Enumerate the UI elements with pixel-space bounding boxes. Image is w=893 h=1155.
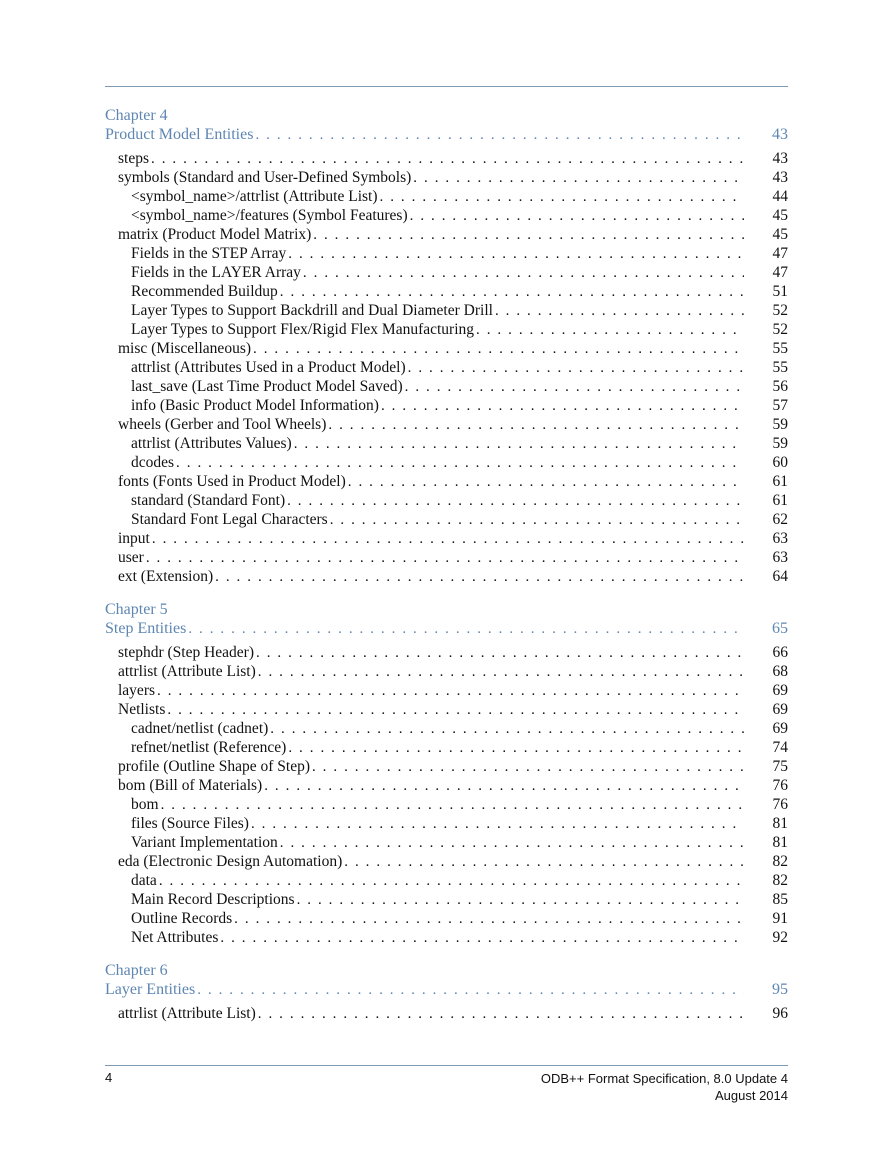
toc-entry-page-number: 59: [772, 416, 788, 433]
toc-entry-page-number: 61: [772, 473, 788, 490]
toc-entry-title: wheels (Gerber and Tool Wheels): [118, 416, 327, 433]
toc-entry-page-number: 45: [772, 207, 788, 224]
toc-entry[interactable]: [105, 890, 788, 909]
toc-entry[interactable]: [105, 700, 788, 719]
toc-entry[interactable]: [105, 358, 788, 377]
dot-leader: [253, 126, 744, 144]
toc-entry-title: Netlists: [118, 701, 166, 718]
toc-entry[interactable]: [105, 187, 788, 206]
toc-entry-title: info (Basic Product Model Information): [131, 397, 379, 414]
dot-leader: [150, 530, 744, 548]
toc-entry-title: user: [118, 549, 144, 566]
toc-entry-title: ext (Extension): [118, 568, 214, 585]
toc-entry-page-number: 60: [772, 454, 788, 471]
toc-entry-title: attrlist (Attribute List): [118, 663, 256, 680]
dot-leader: [149, 150, 744, 168]
toc-entry[interactable]: [105, 795, 788, 814]
dot-leader: [411, 169, 744, 187]
toc-entry-page-number: 55: [772, 340, 788, 357]
chapter-label: Chapter 4: [105, 107, 168, 124]
toc-entry-page-number: 68: [772, 663, 788, 680]
toc-entry[interactable]: [105, 719, 788, 738]
dot-leader: [268, 720, 744, 738]
toc-entry[interactable]: [105, 377, 788, 396]
dot-leader: [301, 264, 744, 282]
dot-leader: [474, 321, 744, 339]
toc-entry[interactable]: [105, 681, 788, 700]
toc-entry-title: attrlist (Attributes Used in a Product Model): [131, 359, 406, 376]
chapter-block: [105, 961, 788, 1023]
toc-entry-page-number: 82: [772, 853, 788, 870]
dot-leader: [493, 302, 744, 320]
toc-entry-page-number: 55: [772, 359, 788, 376]
toc-entry-title: <symbol_name>/attrlist (Attribute List): [131, 188, 378, 205]
toc-entry-title: fonts (Fonts Used in Product Model): [118, 473, 346, 490]
dot-leader: [408, 207, 744, 225]
chapter-title-link[interactable]: [105, 980, 788, 999]
toc-entry[interactable]: [105, 301, 788, 320]
dot-leader: [165, 701, 744, 719]
toc-entry-page-number: 74: [772, 739, 788, 756]
toc-entry-page-number: 69: [772, 701, 788, 718]
toc-entry-title: attrlist (Attributes Values): [131, 435, 292, 452]
toc-entry[interactable]: [105, 149, 788, 168]
toc-entry-page-number: 85: [772, 891, 788, 908]
toc-entry[interactable]: [105, 282, 788, 301]
toc-entry-page-number: 81: [772, 815, 788, 832]
toc-entry-title: standard (Standard Font): [131, 492, 286, 509]
toc-entry[interactable]: [105, 814, 788, 833]
dot-leader: [218, 929, 744, 947]
toc-entry-title: cadnet/netlist (cadnet): [131, 720, 269, 737]
toc-entry-page-number: 66: [772, 644, 788, 661]
toc-entry-page-number: 81: [772, 834, 788, 851]
toc-entry[interactable]: [105, 643, 788, 662]
dot-leader: [195, 981, 744, 999]
dot-leader: [378, 188, 744, 206]
toc-entry[interactable]: [105, 491, 788, 510]
toc-entry-title: files (Source Files): [131, 815, 249, 832]
toc-entry-title: matrix (Product Model Matrix): [118, 226, 312, 243]
dot-leader: [186, 620, 744, 638]
toc-entry[interactable]: [105, 567, 788, 586]
toc-entry-title: <symbol_name>/features (Symbol Features): [131, 207, 408, 224]
toc-entry-page-number: 92: [772, 929, 788, 946]
toc-entry-page-number: 52: [772, 321, 788, 338]
toc-entry-page-number: 47: [772, 264, 788, 281]
dot-leader: [403, 378, 744, 396]
toc-entry-page-number: 57: [772, 397, 788, 414]
dot-leader: [346, 473, 744, 491]
toc-entry[interactable]: [105, 472, 788, 491]
dot-leader: [292, 435, 744, 453]
dot-leader: [286, 245, 744, 263]
toc-entry-title: refnet/netlist (Reference): [131, 739, 287, 756]
footer-rule: [105, 1065, 788, 1066]
toc-entry-page-number: 47: [772, 245, 788, 262]
chapter-block: [105, 106, 788, 586]
toc-entry-title: attrlist (Attribute List): [118, 1005, 256, 1022]
dot-leader: [342, 853, 744, 871]
toc-entry-title: misc (Miscellaneous): [118, 340, 252, 357]
dot-leader: [379, 397, 744, 415]
toc-entry[interactable]: [105, 662, 788, 681]
toc-entry[interactable]: [105, 206, 788, 225]
toc-entry-title: Outline Records: [131, 910, 233, 927]
toc-entry[interactable]: [105, 738, 788, 757]
chapter-title: Product Model Entities: [105, 126, 254, 143]
toc-entry[interactable]: [105, 244, 788, 263]
dot-leader: [174, 454, 744, 472]
toc-entry-page-number: 76: [772, 796, 788, 813]
toc-entry-page-number: 59: [772, 435, 788, 452]
chapter-page-number: 95: [772, 981, 788, 998]
dot-leader: [328, 511, 744, 529]
footer-info: [541, 1070, 788, 1104]
toc-entry-page-number: 62: [772, 511, 788, 528]
toc-entry-title: layers: [118, 682, 156, 699]
toc-entry-title: stephdr (Step Header): [118, 644, 255, 661]
toc-entry[interactable]: [105, 320, 788, 339]
chapter-title: Step Entities: [105, 620, 187, 637]
toc-entry-page-number: 63: [772, 530, 788, 547]
chapter-block: [105, 600, 788, 947]
toc-entry[interactable]: [105, 871, 788, 890]
toc-entry[interactable]: [105, 529, 788, 548]
chapter-title-link[interactable]: [105, 125, 788, 144]
toc-entry-title: data: [131, 872, 157, 889]
dot-leader: [406, 359, 744, 377]
chapter-page-number: 65: [772, 620, 788, 637]
chapter-label: Chapter 6: [105, 962, 168, 979]
dot-leader: [262, 777, 744, 795]
dot-leader: [213, 568, 744, 586]
toc-entry-page-number: 64: [772, 568, 788, 585]
toc-entry[interactable]: [105, 263, 788, 282]
footer-doc-title: ODB++ Format Specification, 8.0 Update 4: [540, 1071, 788, 1086]
dot-leader: [254, 644, 744, 662]
toc-entry-page-number: 69: [772, 720, 788, 737]
dot-leader: [157, 872, 744, 890]
chapter-title-link[interactable]: [105, 619, 788, 638]
header-rule: [105, 86, 788, 87]
toc-entry-title: Net Attributes: [131, 929, 219, 946]
toc-entry[interactable]: [105, 396, 788, 415]
toc-entry-page-number: 44: [772, 188, 788, 205]
toc-entry-title: bom: [131, 796, 159, 813]
dot-leader: [256, 1005, 744, 1023]
toc-entry[interactable]: [105, 928, 788, 947]
dot-leader: [144, 549, 744, 567]
toc-entry-title: Standard Font Legal Characters: [131, 511, 328, 528]
dot-leader: [251, 340, 744, 358]
chapter-page-number: 43: [772, 126, 788, 143]
chapter-label: Chapter 5: [105, 601, 168, 618]
toc-entry[interactable]: [105, 909, 788, 928]
dot-leader: [286, 739, 744, 757]
dot-leader: [249, 815, 744, 833]
toc-entry-page-number: 43: [772, 150, 788, 167]
toc-entry[interactable]: [105, 434, 788, 453]
dot-leader: [155, 682, 744, 700]
footer-page-number: 4: [105, 1070, 113, 1085]
toc-entry[interactable]: [105, 852, 788, 871]
dot-leader: [295, 891, 744, 909]
dot-leader: [326, 416, 744, 434]
dot-leader: [310, 758, 744, 776]
toc-entry-page-number: 63: [772, 549, 788, 566]
toc-entry[interactable]: [105, 1004, 788, 1023]
toc-entry[interactable]: [105, 833, 788, 852]
dot-leader: [278, 834, 744, 852]
toc-entry-page-number: 56: [772, 378, 788, 395]
toc-entry[interactable]: [105, 776, 788, 795]
toc-entry-page-number: 51: [772, 283, 788, 300]
dot-leader: [159, 796, 744, 814]
dot-leader: [256, 663, 744, 681]
dot-leader: [311, 226, 744, 244]
dot-leader: [232, 910, 744, 928]
toc-entry-title: bom (Bill of Materials): [118, 777, 263, 794]
toc-entry-title: Layer Types to Support Backdrill and Dual Diameter Drill: [131, 302, 493, 319]
toc-entry-page-number: 91: [772, 910, 788, 927]
toc-entry-title: Main Record Descriptions: [131, 891, 295, 908]
toc-entry-title: Fields in the LAYER Array: [131, 264, 301, 281]
toc-entry-page-number: 82: [772, 872, 788, 889]
toc-entry-title: Variant Implementation: [131, 834, 278, 851]
dot-leader: [278, 283, 744, 301]
toc-entry-page-number: 76: [772, 777, 788, 794]
toc-entry[interactable]: [105, 168, 788, 187]
toc-entry-page-number: 45: [772, 226, 788, 243]
toc-entry[interactable]: [105, 339, 788, 358]
toc-entry-page-number: 69: [772, 682, 788, 699]
toc-entry[interactable]: [105, 453, 788, 472]
toc-entry-title: symbols (Standard and User-Defined Symbols): [118, 169, 412, 186]
toc-entry-page-number: 43: [772, 169, 788, 186]
toc-entry-title: dcodes: [131, 454, 175, 471]
toc-entry[interactable]: [105, 548, 788, 567]
toc-entry[interactable]: [105, 415, 788, 434]
toc-entry-title: Recommended Buildup: [131, 283, 278, 300]
toc-entry-title: eda (Electronic Design Automation): [118, 853, 343, 870]
dot-leader: [285, 492, 744, 510]
toc-entry-page-number: 75: [772, 758, 788, 775]
toc-entry-page-number: 61: [772, 492, 788, 509]
toc-entry-title: profile (Outline Shape of Step): [118, 758, 310, 775]
toc-entry-title: input: [118, 530, 150, 547]
toc-entry-page-number: 52: [772, 302, 788, 319]
toc-entry[interactable]: [105, 225, 788, 244]
toc-entry-title: steps: [118, 150, 149, 167]
table-of-contents: [105, 106, 788, 1023]
toc-entry-page-number: 96: [772, 1005, 788, 1022]
toc-entry-title: Layer Types to Support Flex/Rigid Flex Manufacturing: [131, 321, 475, 338]
toc-entry[interactable]: [105, 757, 788, 776]
footer-date: August 2014: [714, 1088, 788, 1103]
toc-entry-title: Fields in the STEP Array: [131, 245, 287, 262]
toc-entry-title: last_save (Last Time Product Model Saved): [131, 378, 403, 395]
toc-entry[interactable]: [105, 510, 788, 529]
chapter-title: Layer Entities: [105, 981, 196, 998]
